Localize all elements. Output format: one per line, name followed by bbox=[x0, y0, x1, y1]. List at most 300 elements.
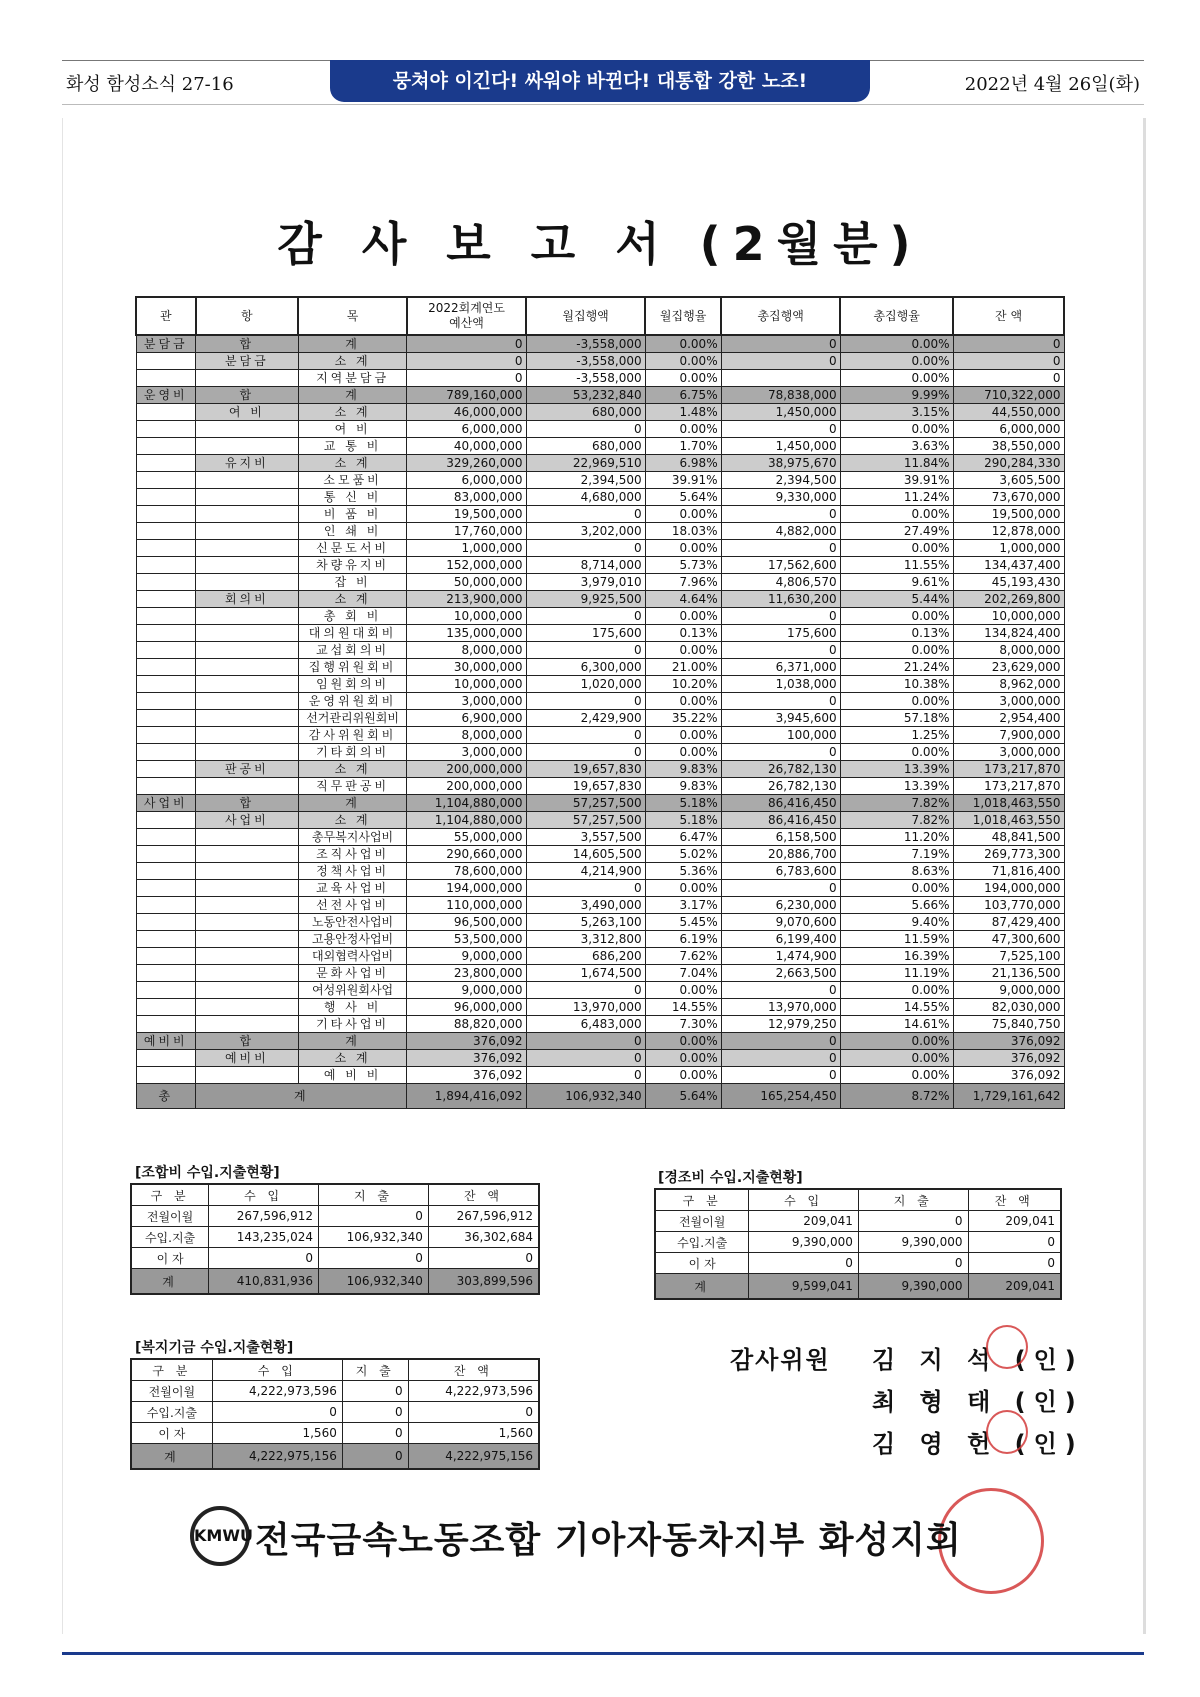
small-cell: 0 bbox=[408, 1402, 539, 1423]
small-cell: 36,302,684 bbox=[428, 1227, 539, 1248]
table-cell: 7.04% bbox=[645, 965, 721, 982]
table-cell bbox=[136, 608, 196, 625]
condolence-title: [경조비 수입.지출현황] bbox=[658, 1170, 803, 1186]
table-cell bbox=[136, 914, 196, 931]
table-cell bbox=[136, 1016, 196, 1033]
header-rule-lower bbox=[62, 104, 1144, 105]
table-cell: 11.19% bbox=[840, 965, 953, 982]
table-cell: 5.44% bbox=[840, 591, 953, 608]
table-cell: 13,970,000 bbox=[721, 999, 840, 1016]
table-cell: 0 bbox=[407, 370, 526, 387]
total-row bbox=[136, 1084, 1064, 1109]
table-cell: 9,070,600 bbox=[721, 914, 840, 931]
table-cell: 96,500,000 bbox=[407, 914, 526, 931]
table-cell: 9.99% bbox=[840, 387, 953, 404]
table-cell bbox=[196, 744, 299, 761]
table-cell: 21.00% bbox=[645, 659, 721, 676]
table-cell: 35.22% bbox=[645, 710, 721, 727]
small-cell: 전월이월 bbox=[131, 1206, 209, 1227]
table-cell: 0.00% bbox=[645, 335, 721, 353]
small-sum-cell: 계 bbox=[131, 1444, 212, 1470]
table-cell: 19,500,000 bbox=[953, 506, 1064, 523]
table-cell bbox=[196, 727, 299, 744]
table-cell: 0.00% bbox=[645, 880, 721, 897]
table-cell: 0.00% bbox=[840, 982, 953, 999]
table-cell bbox=[136, 693, 196, 710]
table-cell: 1,000,000 bbox=[953, 540, 1064, 557]
table-cell: 0.00% bbox=[840, 540, 953, 557]
table-row bbox=[136, 574, 1064, 591]
table-row bbox=[136, 489, 1064, 506]
column-header-6: 총집행액 bbox=[721, 297, 840, 335]
small-row bbox=[131, 1227, 539, 1248]
small-header-cell: 수 입 bbox=[209, 1184, 319, 1206]
total-cell: 8.72% bbox=[840, 1084, 953, 1109]
table-cell: 여 비 bbox=[298, 421, 407, 438]
table-cell: 0 bbox=[721, 353, 840, 370]
table-cell: 680,000 bbox=[526, 404, 645, 421]
table-row bbox=[136, 455, 1064, 472]
table-cell: 분담금 bbox=[196, 353, 299, 370]
small-sum-cell: 9,390,000 bbox=[858, 1274, 968, 1300]
table-cell: 계 bbox=[298, 387, 407, 404]
table-cell: 1,450,000 bbox=[721, 404, 840, 421]
table-cell: 조직사업비 bbox=[298, 846, 407, 863]
table-row bbox=[136, 506, 1064, 523]
table-cell: 0 bbox=[721, 1033, 840, 1050]
small-header-cell: 구 분 bbox=[655, 1189, 749, 1211]
column-header-7: 총집행율 bbox=[840, 297, 953, 335]
small-cell: 0 bbox=[428, 1248, 539, 1269]
table-cell: 103,770,000 bbox=[953, 897, 1064, 914]
table-cell: 27.49% bbox=[840, 523, 953, 540]
table-cell: 5.02% bbox=[645, 846, 721, 863]
table-cell: 3.63% bbox=[840, 438, 953, 455]
table-cell: 1,104,880,000 bbox=[407, 795, 526, 812]
small-cell: 전월이월 bbox=[655, 1211, 749, 1232]
table-cell: 3.17% bbox=[645, 897, 721, 914]
table-cell bbox=[136, 829, 196, 846]
table-cell: 분담금 bbox=[136, 335, 196, 353]
small-header-row bbox=[131, 1359, 539, 1381]
table-cell bbox=[136, 455, 196, 472]
table-cell: 예 비 비 bbox=[298, 1067, 407, 1084]
table-cell: 14.55% bbox=[645, 999, 721, 1016]
table-cell: 47,300,600 bbox=[953, 931, 1064, 948]
small-header-cell: 잔 액 bbox=[428, 1184, 539, 1206]
table-cell: 총무복지사업비 bbox=[298, 829, 407, 846]
small-row bbox=[655, 1211, 1061, 1232]
table-cell: 5.36% bbox=[645, 863, 721, 880]
table-cell bbox=[136, 557, 196, 574]
auditor-3: 김 영 헌 (인) bbox=[872, 1430, 1084, 1458]
total-cell: 계 bbox=[196, 1084, 407, 1109]
table-cell: 판공비 bbox=[196, 761, 299, 778]
table-cell bbox=[136, 948, 196, 965]
table-cell: 1.48% bbox=[645, 404, 721, 421]
table-row bbox=[136, 778, 1064, 795]
table-cell: 6.47% bbox=[645, 829, 721, 846]
table-cell: 57,257,500 bbox=[526, 795, 645, 812]
table-cell bbox=[136, 404, 196, 421]
table-row bbox=[136, 948, 1064, 965]
small-row bbox=[655, 1232, 1061, 1253]
table-cell: 20,886,700 bbox=[721, 846, 840, 863]
table-cell bbox=[196, 693, 299, 710]
table-cell: 5.64% bbox=[645, 489, 721, 506]
table-row bbox=[136, 863, 1064, 880]
table-cell: 86,416,450 bbox=[721, 812, 840, 829]
table-cell bbox=[136, 370, 196, 387]
table-cell: 21,136,500 bbox=[953, 965, 1064, 982]
small-header-cell: 수 입 bbox=[212, 1359, 342, 1381]
table-cell: 11.24% bbox=[840, 489, 953, 506]
table-cell: 합 bbox=[196, 795, 299, 812]
small-cell: 이 자 bbox=[131, 1423, 212, 1444]
table-cell: 789,160,000 bbox=[407, 387, 526, 404]
table-cell: 6.75% bbox=[645, 387, 721, 404]
table-cell: 194,000,000 bbox=[407, 880, 526, 897]
table-cell: 86,416,450 bbox=[721, 795, 840, 812]
table-cell: 0.00% bbox=[645, 506, 721, 523]
table-cell: 대외협력사업비 bbox=[298, 948, 407, 965]
table-cell: 22,969,510 bbox=[526, 455, 645, 472]
table-cell: 6,900,000 bbox=[407, 710, 526, 727]
table-cell bbox=[136, 863, 196, 880]
small-sum-cell: 4,222,975,156 bbox=[408, 1444, 539, 1470]
table-cell: 1,450,000 bbox=[721, 438, 840, 455]
table-cell: 0 bbox=[721, 642, 840, 659]
table-cell bbox=[196, 676, 299, 693]
table-cell: 1,018,463,550 bbox=[953, 795, 1064, 812]
table-cell: 152,000,000 bbox=[407, 557, 526, 574]
table-cell bbox=[196, 846, 299, 863]
table-cell bbox=[196, 489, 299, 506]
table-cell: 8,000,000 bbox=[407, 727, 526, 744]
total-cell: 106,932,340 bbox=[526, 1084, 645, 1109]
table-cell: 5,263,100 bbox=[526, 914, 645, 931]
table-cell: 9.61% bbox=[840, 574, 953, 591]
table-row bbox=[136, 370, 1064, 387]
small-header-cell: 잔 액 bbox=[968, 1189, 1061, 1211]
table-cell bbox=[196, 506, 299, 523]
table-cell: 14,605,500 bbox=[526, 846, 645, 863]
table-cell: 57.18% bbox=[840, 710, 953, 727]
table-cell: 6,000,000 bbox=[407, 421, 526, 438]
table-cell: 50,000,000 bbox=[407, 574, 526, 591]
small-row bbox=[655, 1253, 1061, 1274]
table-cell: 0 bbox=[526, 982, 645, 999]
table-row bbox=[136, 642, 1064, 659]
table-cell: 0 bbox=[526, 540, 645, 557]
table-cell bbox=[721, 370, 840, 387]
table-cell: 여성위원회사업 bbox=[298, 982, 407, 999]
small-cell: 209,041 bbox=[968, 1211, 1061, 1232]
table-cell: 소 계 bbox=[298, 761, 407, 778]
table-cell: 4,214,900 bbox=[526, 863, 645, 880]
seal-stamp-2 bbox=[986, 1410, 1028, 1454]
table-cell: 3,605,500 bbox=[953, 472, 1064, 489]
table-cell: 14.61% bbox=[840, 1016, 953, 1033]
table-cell: 11.84% bbox=[840, 455, 953, 472]
table-cell bbox=[196, 625, 299, 642]
table-cell: 3,000,000 bbox=[953, 693, 1064, 710]
table-cell: 예비비 bbox=[196, 1050, 299, 1067]
table-cell: 376,092 bbox=[953, 1067, 1064, 1084]
small-cell: 4,222,973,596 bbox=[212, 1381, 342, 1402]
table-row bbox=[136, 540, 1064, 557]
table-cell: 0.00% bbox=[645, 608, 721, 625]
table-cell: 1,020,000 bbox=[526, 676, 645, 693]
table-cell bbox=[196, 370, 299, 387]
table-cell: 7,525,100 bbox=[953, 948, 1064, 965]
table-row bbox=[136, 472, 1064, 489]
table-row bbox=[136, 812, 1064, 829]
table-row bbox=[136, 625, 1064, 642]
table-cell: 노동안전사업비 bbox=[298, 914, 407, 931]
table-row bbox=[136, 387, 1064, 404]
small-sum-cell: 0 bbox=[342, 1444, 408, 1470]
table-cell: 0 bbox=[526, 1033, 645, 1050]
table-cell bbox=[196, 897, 299, 914]
table-cell bbox=[196, 608, 299, 625]
table-cell: 0.00% bbox=[840, 1033, 953, 1050]
table-cell: 비 품 비 bbox=[298, 506, 407, 523]
table-cell: 7.30% bbox=[645, 1016, 721, 1033]
table-cell bbox=[136, 489, 196, 506]
table-cell bbox=[136, 778, 196, 795]
table-cell: 2,954,400 bbox=[953, 710, 1064, 727]
table-cell bbox=[196, 914, 299, 931]
table-cell: 0 bbox=[526, 727, 645, 744]
table-cell: 3,557,500 bbox=[526, 829, 645, 846]
small-cell: 수입.지출 bbox=[131, 1227, 209, 1248]
table-cell bbox=[136, 1050, 196, 1067]
table-cell: 계 bbox=[298, 335, 407, 353]
table-cell bbox=[136, 727, 196, 744]
audit-table-header bbox=[136, 297, 1064, 335]
table-cell: 2,429,900 bbox=[526, 710, 645, 727]
table-cell: 0 bbox=[721, 335, 840, 353]
table-cell: 21.24% bbox=[840, 659, 953, 676]
table-cell: 4,806,570 bbox=[721, 574, 840, 591]
table-cell: 5.18% bbox=[645, 795, 721, 812]
small-header-cell: 잔 액 bbox=[408, 1359, 539, 1381]
table-cell: 269,773,300 bbox=[953, 846, 1064, 863]
table-cell: 0.00% bbox=[840, 1050, 953, 1067]
table-cell: 44,550,000 bbox=[953, 404, 1064, 421]
small-cell: 9,390,000 bbox=[858, 1232, 968, 1253]
table-cell: 23,800,000 bbox=[407, 965, 526, 982]
table-cell: 23,629,000 bbox=[953, 659, 1064, 676]
table-cell: 30,000,000 bbox=[407, 659, 526, 676]
table-cell bbox=[196, 472, 299, 489]
table-cell: -3,558,000 bbox=[526, 335, 645, 353]
table-cell bbox=[136, 625, 196, 642]
table-cell: 38,975,670 bbox=[721, 455, 840, 472]
table-row bbox=[136, 404, 1064, 421]
table-cell: 1.70% bbox=[645, 438, 721, 455]
small-cell: 1,560 bbox=[212, 1423, 342, 1444]
small-cell: 0 bbox=[342, 1381, 408, 1402]
table-cell: 5.45% bbox=[645, 914, 721, 931]
table-cell: 7.19% bbox=[840, 846, 953, 863]
table-cell: 9,330,000 bbox=[721, 489, 840, 506]
table-cell: 200,000,000 bbox=[407, 778, 526, 795]
table-cell: 10,000,000 bbox=[407, 608, 526, 625]
table-cell: 26,782,130 bbox=[721, 761, 840, 778]
table-cell: 17,760,000 bbox=[407, 523, 526, 540]
table-cell: 2,394,500 bbox=[526, 472, 645, 489]
small-header-row bbox=[131, 1184, 539, 1206]
table-cell: 집행위원회비 bbox=[298, 659, 407, 676]
table-cell: 96,000,000 bbox=[407, 999, 526, 1016]
table-cell bbox=[136, 353, 196, 370]
table-cell: 0 bbox=[526, 421, 645, 438]
table-cell bbox=[196, 948, 299, 965]
small-cell: 전월이월 bbox=[131, 1381, 212, 1402]
table-cell: 교육사업비 bbox=[298, 880, 407, 897]
table-cell: 0 bbox=[721, 540, 840, 557]
table-cell: 6,230,000 bbox=[721, 897, 840, 914]
table-row bbox=[136, 795, 1064, 812]
table-cell: 10,000,000 bbox=[953, 608, 1064, 625]
table-cell bbox=[196, 642, 299, 659]
table-cell: 12,878,000 bbox=[953, 523, 1064, 540]
table-cell: 45,193,430 bbox=[953, 574, 1064, 591]
table-cell: 1.25% bbox=[840, 727, 953, 744]
table-cell bbox=[136, 642, 196, 659]
table-cell: 총 회 비 bbox=[298, 608, 407, 625]
small-cell: 0 bbox=[858, 1253, 968, 1274]
table-row bbox=[136, 676, 1064, 693]
small-row bbox=[131, 1402, 539, 1423]
table-cell bbox=[136, 999, 196, 1016]
table-row bbox=[136, 1033, 1064, 1050]
small-cell: 9,390,000 bbox=[749, 1232, 859, 1253]
table-cell: 9.83% bbox=[645, 761, 721, 778]
table-cell: 6,199,400 bbox=[721, 931, 840, 948]
table-cell: 175,600 bbox=[526, 625, 645, 642]
table-row bbox=[136, 829, 1064, 846]
table-row bbox=[136, 608, 1064, 625]
small-cell: 1,560 bbox=[408, 1423, 539, 1444]
small-cell: 0 bbox=[212, 1402, 342, 1423]
table-cell: 4.64% bbox=[645, 591, 721, 608]
small-sum-cell: 303,899,596 bbox=[428, 1269, 539, 1295]
table-cell bbox=[136, 761, 196, 778]
table-cell: -3,558,000 bbox=[526, 370, 645, 387]
small-sum-cell: 9,599,041 bbox=[749, 1274, 859, 1300]
table-cell: 잡 비 bbox=[298, 574, 407, 591]
table-row bbox=[136, 693, 1064, 710]
auditor-label: 감사위원 bbox=[730, 1346, 831, 1374]
small-sum-row bbox=[655, 1274, 1061, 1300]
table-cell: 0 bbox=[407, 353, 526, 370]
table-cell: 134,437,400 bbox=[953, 557, 1064, 574]
table-cell: 0.00% bbox=[840, 693, 953, 710]
table-cell: 선전사업비 bbox=[298, 897, 407, 914]
table-cell: 정책사업비 bbox=[298, 863, 407, 880]
table-cell bbox=[136, 744, 196, 761]
table-cell bbox=[136, 846, 196, 863]
table-row bbox=[136, 846, 1064, 863]
table-cell: 200,000,000 bbox=[407, 761, 526, 778]
column-header-2: 목 bbox=[298, 297, 407, 335]
table-cell: 계 bbox=[298, 1033, 407, 1050]
table-cell bbox=[196, 438, 299, 455]
table-cell: 100,000 bbox=[721, 727, 840, 744]
table-cell: 0.00% bbox=[645, 982, 721, 999]
table-cell: 5.18% bbox=[645, 812, 721, 829]
table-cell: 3,000,000 bbox=[407, 744, 526, 761]
table-cell bbox=[136, 897, 196, 914]
table-cell: 19,657,830 bbox=[526, 761, 645, 778]
table-cell: 3.15% bbox=[840, 404, 953, 421]
table-cell bbox=[196, 557, 299, 574]
table-row bbox=[136, 761, 1064, 778]
table-cell: 기타회의비 bbox=[298, 744, 407, 761]
table-cell: 19,500,000 bbox=[407, 506, 526, 523]
small-header-cell: 지 출 bbox=[342, 1359, 408, 1381]
table-cell: 0 bbox=[526, 1067, 645, 1084]
column-header-1: 항 bbox=[196, 297, 299, 335]
table-cell: 2,394,500 bbox=[721, 472, 840, 489]
table-cell: 5.66% bbox=[840, 897, 953, 914]
table-cell: 6,483,000 bbox=[526, 1016, 645, 1033]
table-cell bbox=[196, 931, 299, 948]
table-cell bbox=[196, 1067, 299, 1084]
table-cell: 9,000,000 bbox=[407, 948, 526, 965]
table-cell: 0 bbox=[953, 370, 1064, 387]
table-cell bbox=[136, 965, 196, 982]
small-cell: 106,932,340 bbox=[319, 1227, 429, 1248]
table-cell: 53,232,840 bbox=[526, 387, 645, 404]
table-cell bbox=[136, 472, 196, 489]
small-cell: 143,235,024 bbox=[209, 1227, 319, 1248]
table-cell: 사업비 bbox=[136, 795, 196, 812]
table-cell: 0.00% bbox=[645, 727, 721, 744]
table-cell bbox=[136, 438, 196, 455]
table-cell: 14.55% bbox=[840, 999, 953, 1016]
table-cell: 0.00% bbox=[645, 693, 721, 710]
table-cell: 0.00% bbox=[840, 880, 953, 897]
table-cell: 0 bbox=[526, 693, 645, 710]
table-cell: 7.82% bbox=[840, 795, 953, 812]
table-cell bbox=[196, 863, 299, 880]
table-cell: 7.82% bbox=[840, 812, 953, 829]
table-cell: 0.00% bbox=[645, 642, 721, 659]
table-cell bbox=[136, 421, 196, 438]
table-cell: 3,202,000 bbox=[526, 523, 645, 540]
table-cell: 행 사 비 bbox=[298, 999, 407, 1016]
table-cell: 38,550,000 bbox=[953, 438, 1064, 455]
table-cell: 0.00% bbox=[840, 353, 953, 370]
table-cell: 인 쇄 비 bbox=[298, 523, 407, 540]
table-cell: 18.03% bbox=[645, 523, 721, 540]
table-cell: 0.00% bbox=[645, 744, 721, 761]
table-cell: 1,018,463,550 bbox=[953, 812, 1064, 829]
table-cell bbox=[136, 982, 196, 999]
table-row bbox=[136, 727, 1064, 744]
table-cell: 10,000,000 bbox=[407, 676, 526, 693]
small-cell: 0 bbox=[319, 1206, 429, 1227]
small-header-cell: 구 분 bbox=[131, 1359, 212, 1381]
small-header-cell: 수 입 bbox=[749, 1189, 859, 1211]
table-cell: 3,979,010 bbox=[526, 574, 645, 591]
table-cell: 1,674,500 bbox=[526, 965, 645, 982]
table-cell: 202,269,800 bbox=[953, 591, 1064, 608]
